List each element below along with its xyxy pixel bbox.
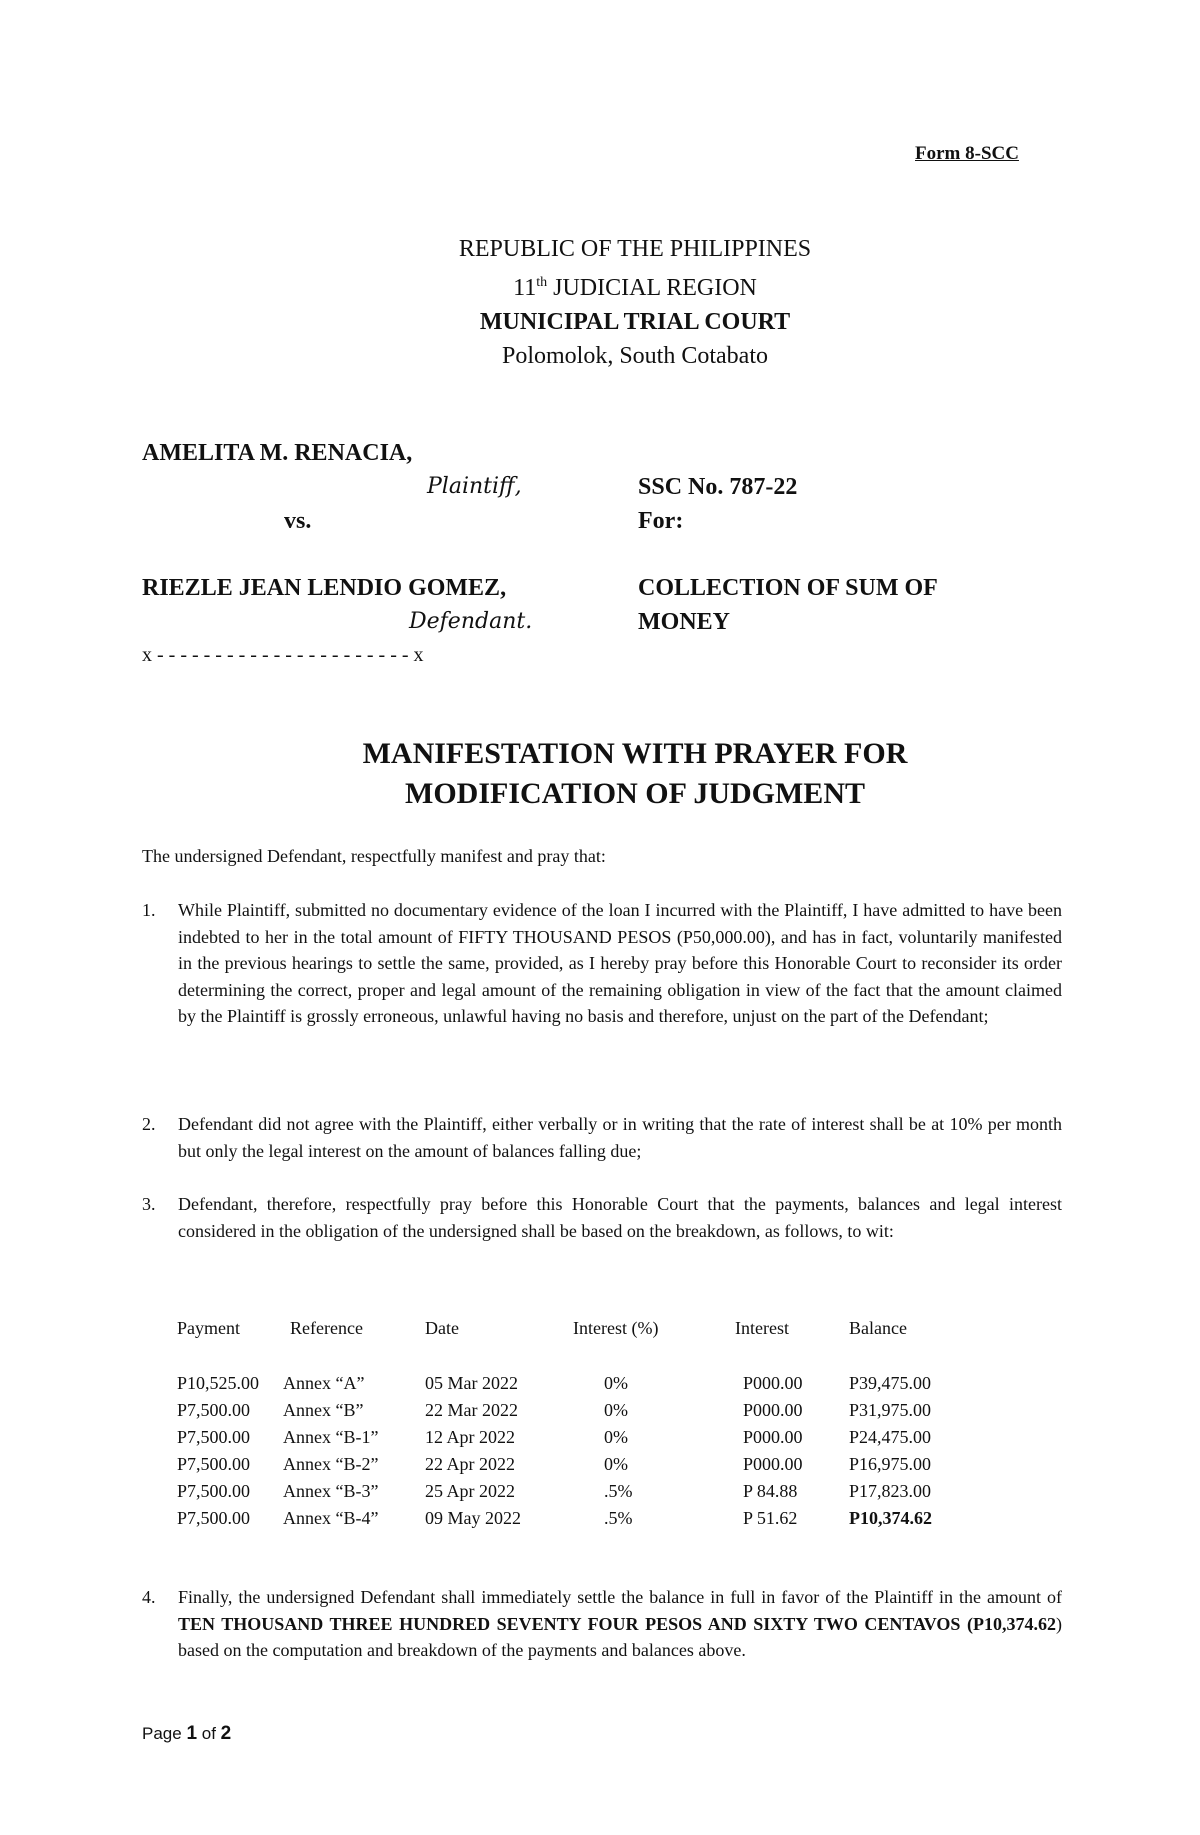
cell-interest-rate: 0% <box>604 1373 628 1393</box>
item-text-part: ) based on the computation and breakdown of the payments and balances above. <box>178 1613 1062 1660</box>
cell-interest-rate: 0% <box>604 1454 628 1474</box>
item-text <box>178 1584 1062 1664</box>
defendant-role: Defendant. <box>409 609 533 634</box>
region-suffix: th <box>536 275 548 290</box>
cell-payment: P7,500.00 <box>177 1508 251 1528</box>
of-word: of <box>201 1724 216 1743</box>
cell-date: 05 Mar 2022 <box>425 1373 518 1393</box>
cell-reference: Annex “B-3” <box>283 1481 379 1501</box>
region-label: JUDICIAL REGION <box>547 275 757 301</box>
header-interest-rate: Interest (%) <box>573 1318 659 1338</box>
header-reference: Reference <box>290 1318 363 1338</box>
cell-reference: Annex “B-2” <box>283 1454 379 1474</box>
page-number: 1 <box>186 1723 198 1744</box>
cell-balance: P17,823.00 <box>849 1481 932 1501</box>
cell-payment: P7,500.00 <box>177 1427 251 1447</box>
item-text-part: Finally, the undersigned Defendant shall immediately settle the balance in full in favor of the Plaintiff in the amount of <box>178 1587 1062 1607</box>
case-nature-line2: MONEY <box>638 609 730 635</box>
cell-balance: P39,475.00 <box>849 1373 932 1393</box>
cell-payment: P10,525.00 <box>177 1373 260 1393</box>
plaintiff-name: AMELITA M. RENACIA, <box>142 440 413 466</box>
cell-interest-rate: 0% <box>604 1427 628 1447</box>
page-footer <box>142 1723 231 1745</box>
item-text: Defendant did not agree with the Plaintiff, either verbally or in writing that the rate of interest shall be at 10% per month but only the legal interest on the amount of balances falling due; <box>178 1114 1062 1161</box>
cell-reference: Annex “B” <box>283 1400 364 1420</box>
cell-reference: Annex “B-1” <box>283 1427 379 1447</box>
defendant-name: RIEZLE JEAN LENDIO GOMEZ, <box>142 575 507 601</box>
case-nature-line1: COLLECTION OF SUM OF <box>638 575 938 601</box>
cell-balance: P24,475.00 <box>849 1427 932 1447</box>
list-item <box>142 1111 1062 1171</box>
list-item <box>142 1584 1062 1694</box>
cell-payment: P7,500.00 <box>177 1400 251 1420</box>
header-judicial-region <box>200 266 1070 305</box>
header-court: MUNICIPAL TRIAL COURT <box>479 309 791 335</box>
intro-paragraph: The undersigned Defendant, respectfully manifest and pray that: <box>142 846 606 866</box>
header-date: Date <box>425 1318 459 1338</box>
amount-in-words: TEN THOUSAND THREE HUNDRED SEVENTY FOUR PESOS AND SIXTY TWO CENTAVOS (P10,374.62 <box>178 1613 1056 1634</box>
caption-separator: x - - - - - - - - - - - - - - - - - - - - - - x <box>142 644 424 666</box>
document-title <box>200 734 1070 814</box>
page-word: Page <box>142 1724 182 1743</box>
cell-interest: P000.00 <box>743 1400 803 1420</box>
item-number: 4. <box>142 1587 156 1607</box>
title-line1: MANIFESTATION WITH PRAYER FOR <box>362 737 908 770</box>
page-total: 2 <box>220 1723 232 1744</box>
cell-balance: P16,975.00 <box>849 1454 932 1474</box>
cell-interest-rate: .5% <box>604 1481 633 1501</box>
cell-date: 22 Mar 2022 <box>425 1400 518 1420</box>
cell-date: 09 May 2022 <box>425 1508 521 1528</box>
cell-interest-rate: .5% <box>604 1508 633 1528</box>
cell-interest: P000.00 <box>743 1427 803 1447</box>
cell-payment: P7,500.00 <box>177 1481 251 1501</box>
case-number: SSC No. 787-22 <box>638 474 798 500</box>
list-item <box>142 897 1062 1087</box>
item-text: While Plaintiff, submitted no documentary evidence of the loan I incurred with the Plaintiff, I have admitted to have been indebted to her in the total amount of FIFTY THOUSAND PESOS (P50,000.00), and has in fact, voluntarily manifested in the previous hearings to settle the same, provided, as I hereby pray before this Honorable Court to reconsider its order determining the correct, proper and legal amount of the remaining obligation in view of the fact that the amount claimed by the Plaintiff is grossly erroneous, unlawful having no basis and therefore, unjust on the part of the Defendant; <box>178 900 1062 1026</box>
header-payment: Payment <box>177 1318 240 1338</box>
item-number: 3. <box>142 1194 156 1214</box>
region-number: 11 <box>513 275 537 301</box>
cell-interest: P 84.88 <box>743 1481 798 1501</box>
for-label: For: <box>638 508 684 534</box>
cell-date: 22 Apr 2022 <box>425 1454 515 1474</box>
versus-label: vs. <box>284 508 312 534</box>
cell-date: 25 Apr 2022 <box>425 1481 515 1501</box>
cell-reference: Annex “B-4” <box>283 1508 379 1528</box>
cell-interest-rate: 0% <box>604 1400 628 1420</box>
title-line2: MODIFICATION OF JUDGMENT <box>405 777 865 810</box>
form-label: Form 8-SCC <box>915 143 1019 164</box>
cell-interest: P000.00 <box>743 1454 803 1474</box>
header-balance: Balance <box>849 1318 907 1338</box>
cell-final-balance: P10,374.62 <box>849 1508 932 1528</box>
header-location: Polomolok, South Cotabato <box>501 343 768 369</box>
cell-interest: P 51.62 <box>743 1508 798 1528</box>
header-republic: REPUBLIC OF THE PHILIPPINES <box>458 236 812 262</box>
cell-reference: Annex “A” <box>283 1373 365 1393</box>
cell-interest: P000.00 <box>743 1373 803 1393</box>
item-number: 2. <box>142 1114 156 1134</box>
header-interest: Interest <box>735 1318 789 1338</box>
item-number: 1. <box>142 900 156 920</box>
court-header <box>200 232 1070 373</box>
cell-payment: P7,500.00 <box>177 1454 251 1474</box>
item-text: Defendant, therefore, respectfully pray before this Honorable Court that the payments, balances and legal interest considered in the obligation of the undersigned shall be based on the breakdown, as follows, to wit: <box>178 1194 1062 1241</box>
cell-date: 12 Apr 2022 <box>425 1427 515 1447</box>
plaintiff-role: Plaintiff, <box>427 474 522 499</box>
cell-balance: P31,975.00 <box>849 1400 932 1420</box>
list-item <box>142 1191 1062 1276</box>
